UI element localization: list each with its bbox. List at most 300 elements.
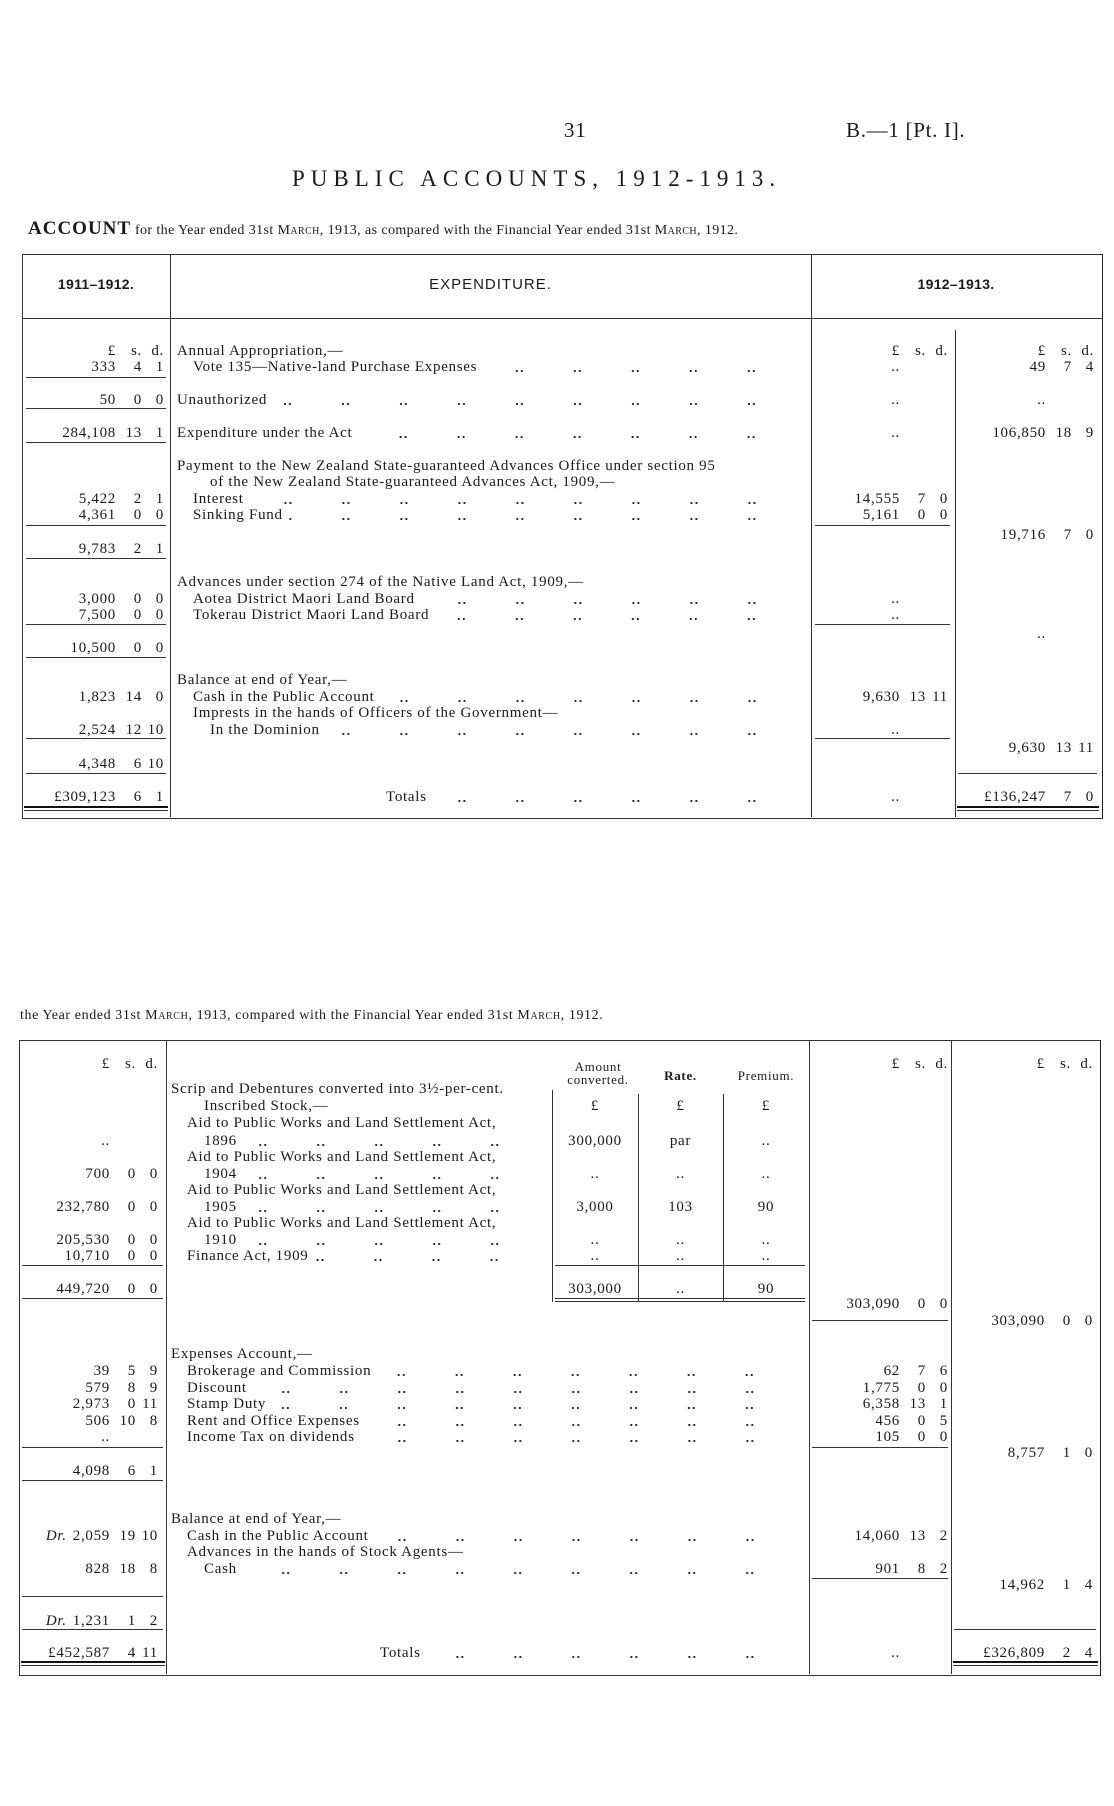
- amount-s: 0: [917, 1296, 926, 1312]
- amount-d: 2: [939, 1528, 948, 1544]
- dot-leader: [314, 1258, 548, 1262]
- amount-s: 0: [133, 507, 142, 523]
- amount-d: 10: [147, 722, 164, 738]
- amount-s: 7: [1063, 359, 1072, 375]
- double-rule: [957, 810, 1099, 811]
- rate-value: ..: [676, 1281, 685, 1297]
- rate-value: ..: [676, 1232, 685, 1248]
- current-detail-amount: [814, 491, 948, 508]
- rule: [26, 525, 166, 526]
- description-text: Vote 135—Native-land Purchase Expenses: [193, 359, 478, 375]
- table-row: [0, 1149, 1114, 1166]
- table-row: [0, 1248, 1114, 1265]
- amount-p: ..: [891, 359, 900, 375]
- table-row: [0, 1215, 1114, 1232]
- amount-s: 6: [133, 789, 142, 805]
- row-description: [193, 705, 805, 722]
- description-text: Expenses Account,—: [171, 1346, 313, 1362]
- amount-p: £: [1036, 1056, 1045, 1072]
- table-row: [0, 1429, 1114, 1446]
- premium-value: ..: [761, 1232, 771, 1248]
- rule: [555, 1298, 805, 1299]
- prev-year-amount: [22, 1429, 158, 1446]
- amount-p: £: [891, 1056, 900, 1072]
- rule: [26, 558, 166, 559]
- amount-p: 303,090: [846, 1296, 900, 1312]
- amount-s: 1: [1062, 1577, 1071, 1593]
- row-description: [187, 1363, 803, 1380]
- amount-d: 9: [1085, 425, 1094, 441]
- premium-value: 90: [757, 1281, 775, 1297]
- amount-p: 456: [875, 1413, 900, 1429]
- prev-year-amount: [22, 1396, 158, 1413]
- amount-d: d.: [935, 1056, 948, 1072]
- dot-leader: [272, 1406, 803, 1410]
- dot-leader: [381, 699, 805, 703]
- rate-header: Rate.: [664, 1068, 697, 1083]
- prev-year-amount: [24, 689, 164, 706]
- table-row: [0, 1544, 1114, 1561]
- current-detail-amount: [814, 591, 948, 608]
- rule: [555, 1265, 805, 1266]
- current-total-amount: [954, 1577, 1093, 1594]
- table-row: [0, 789, 1114, 806]
- current-detail-amount: [812, 1645, 948, 1662]
- current-detail-amount: [814, 425, 948, 442]
- row-description: [204, 1166, 548, 1183]
- amount-d: d.: [1081, 343, 1094, 359]
- table-row: [0, 1182, 1114, 1199]
- prev-currency-header: [22, 1056, 158, 1073]
- amount-p: 1,775: [862, 1380, 900, 1396]
- dot-leader: [435, 617, 805, 621]
- amount-d: 0: [155, 507, 164, 523]
- description-text: Imprests in the hands of Officers of the Government—: [193, 705, 559, 721]
- amount-d: 0: [939, 507, 948, 523]
- table-row: [0, 1577, 1114, 1594]
- amount-s: 13: [909, 689, 926, 705]
- current-detail-amount: [812, 1528, 948, 1545]
- table-row: [0, 640, 1114, 657]
- amount-s: 7: [1063, 789, 1072, 805]
- amount-s: 0: [127, 1199, 136, 1215]
- prev-year-amount: [22, 1561, 158, 1578]
- row-description: [177, 425, 805, 442]
- description-text: Totals: [380, 1645, 421, 1661]
- table-row: [0, 1463, 1114, 1480]
- row-description: [187, 1215, 803, 1232]
- amount-p: ..: [891, 607, 900, 623]
- amount-s: 7: [1063, 527, 1072, 543]
- description-text: Scrip and Debentures converted into 3½-per-cent.: [171, 1081, 504, 1097]
- rule: [22, 1265, 163, 1266]
- prev-year-amount: [24, 756, 164, 773]
- description-text: Discount: [187, 1380, 247, 1396]
- premium-value: ..: [761, 1166, 771, 1182]
- dot-leader: [366, 1423, 803, 1427]
- amount-s: 2: [133, 491, 142, 507]
- amount-d: 0: [1085, 789, 1094, 805]
- table-row: [0, 1645, 1114, 1662]
- amount-d: 10: [147, 756, 164, 772]
- amount-p: 9,630: [1008, 740, 1046, 756]
- current-detail-amount: [812, 1396, 948, 1413]
- amount-s: 8: [917, 1561, 926, 1577]
- amount-s: s.: [915, 1056, 926, 1072]
- current-detail-amount: [812, 1380, 948, 1397]
- table-row: [0, 425, 1114, 442]
- double-rule: [953, 1665, 1098, 1666]
- amount-p: ..: [101, 1133, 110, 1149]
- amount-s: 0: [127, 1396, 136, 1412]
- dot-leader: [358, 435, 805, 439]
- amount-p: 1,823: [78, 689, 116, 705]
- column-header-expenditure: EXPENDITURE.: [429, 276, 552, 293]
- rule: [22, 1447, 163, 1448]
- amount-converted-header: Amount converted.: [567, 1059, 629, 1087]
- amount-p: 14,060: [854, 1528, 900, 1544]
- dot-leader: [433, 799, 805, 803]
- description-text: Brokerage and Commission: [187, 1363, 372, 1379]
- dot-leader: [289, 517, 805, 521]
- amount-value: 3,000: [576, 1199, 614, 1215]
- amount-p: 5,161: [862, 507, 900, 523]
- row-description: [193, 507, 805, 524]
- page-title: PUBLIC ACCOUNTS, 1912-1913.: [292, 166, 782, 191]
- current-detail-amount: [812, 1413, 948, 1430]
- amount-p: ..: [891, 789, 900, 805]
- amount-p: 4,348: [78, 756, 116, 772]
- mid-currency-header: [812, 1056, 948, 1073]
- rule: [26, 377, 166, 378]
- rule: [815, 525, 950, 526]
- row-description: [204, 1133, 548, 1150]
- dot-leader: [427, 1655, 803, 1659]
- table-row: [0, 392, 1114, 409]
- amount-d: 1: [149, 1463, 158, 1479]
- account-lead: ACCOUNT: [28, 218, 132, 239]
- description-text: Aotea District Maori Land Board: [193, 591, 415, 607]
- amount-s: 12: [125, 722, 142, 738]
- prev-year-amount: [22, 1528, 158, 1545]
- rule: [26, 408, 166, 409]
- dot-leader: [243, 1242, 548, 1246]
- description-text: 1905: [204, 1199, 237, 1215]
- prev-year-amount: [22, 1166, 158, 1183]
- description-text: Expenditure under the Act: [177, 425, 353, 441]
- amount-value: 300,000: [568, 1133, 622, 1149]
- table-row: [0, 607, 1114, 624]
- table-row: [0, 359, 1114, 376]
- row-description: [193, 591, 805, 608]
- current-detail-amount: [814, 359, 948, 376]
- table-row: [0, 672, 1114, 689]
- amount-d: 0: [1084, 1313, 1093, 1329]
- amount-d: 9: [149, 1380, 158, 1396]
- table-row: [0, 1313, 1114, 1330]
- amount-d: d.: [145, 1056, 158, 1072]
- amount-p: 50: [99, 392, 116, 408]
- description-text: Cash in the Public Account: [193, 689, 375, 705]
- amount-p: 232,780: [56, 1199, 110, 1215]
- table-row: [0, 574, 1114, 591]
- row-description: [187, 1149, 803, 1166]
- amount-p: 2,059: [72, 1528, 110, 1544]
- dot-leader: [421, 601, 805, 605]
- table-row: [0, 756, 1114, 773]
- account-heading: [28, 218, 738, 240]
- amount-s: s.: [1060, 1056, 1071, 1072]
- table-row: [0, 1613, 1114, 1630]
- amount-d: 0: [155, 607, 164, 623]
- amount-d: 0: [939, 1429, 948, 1445]
- prev-year-amount: [22, 1645, 158, 1662]
- rate-value: ..: [676, 1166, 685, 1182]
- row-description: [177, 392, 805, 409]
- table-row: [0, 1346, 1114, 1363]
- description-text: 1904: [204, 1166, 237, 1182]
- amount-s: 4: [133, 359, 142, 375]
- row-description: [171, 1511, 803, 1528]
- amount-d: 0: [149, 1166, 158, 1182]
- amount-d: 1: [939, 1396, 948, 1412]
- current-total-amount: [954, 1313, 1093, 1330]
- prev-year-amount: [22, 1232, 158, 1249]
- row-description: [177, 574, 805, 591]
- amount-s: 7: [917, 1363, 926, 1379]
- table-row: [0, 1232, 1114, 1249]
- row-description: [193, 491, 805, 508]
- amount-pre: Dr.: [45, 1613, 67, 1629]
- amount-s: 6: [133, 756, 142, 772]
- amount-p: 303,090: [991, 1313, 1045, 1329]
- row-description: [187, 1396, 803, 1413]
- amount-s: 10: [119, 1413, 136, 1429]
- amount-p: 49: [1029, 359, 1046, 375]
- amount-d: 1: [155, 541, 164, 557]
- prev-year-amount: [22, 1613, 158, 1630]
- description-text: Aid to Public Works and Land Settlement Act,: [187, 1115, 497, 1131]
- amount-p: 8,757: [1007, 1445, 1045, 1461]
- description-text: Stamp Duty: [187, 1396, 267, 1412]
- amount-s: 0: [133, 640, 142, 656]
- prev-year-amount: [24, 591, 164, 608]
- amount-d: 4: [1084, 1645, 1093, 1661]
- amount-s: s.: [125, 1056, 136, 1072]
- second-heading: [20, 1008, 603, 1024]
- heading-text: March: [654, 223, 698, 238]
- current-detail-amount: [814, 392, 948, 409]
- amount-d: 4: [1085, 359, 1094, 375]
- row-description: [177, 672, 805, 689]
- amount-p: 4,361: [78, 507, 116, 523]
- current-total-amount: [958, 392, 1094, 409]
- amount-p: 9,630: [862, 689, 900, 705]
- prev-year-amount: [22, 1463, 158, 1480]
- amount-p: 901: [875, 1561, 900, 1577]
- table-row: [0, 458, 1114, 475]
- row-description: [177, 458, 805, 475]
- rule: [22, 1629, 163, 1630]
- row-description: [204, 1232, 548, 1249]
- prev-year-amount: [24, 491, 164, 508]
- amount-s: 7: [917, 491, 926, 507]
- amount-d: 0: [1085, 527, 1094, 543]
- current-detail-amount: [814, 689, 948, 706]
- amount-d: 1: [155, 491, 164, 507]
- table-row: [0, 1413, 1114, 1430]
- description-text: Tokerau District Maori Land Board: [193, 607, 430, 623]
- current-total-amount: [958, 343, 1094, 360]
- amount-value: ..: [590, 1232, 600, 1248]
- amount-p: £: [1037, 343, 1046, 359]
- row-description: [171, 1081, 803, 1098]
- heading-text: March: [277, 223, 320, 238]
- amount-s: 2: [133, 541, 142, 557]
- amount-s: 13: [909, 1396, 926, 1412]
- current-total-amount: [958, 359, 1094, 376]
- current-detail-amount: [814, 722, 948, 739]
- double-rule: [24, 806, 168, 808]
- dot-leader: [326, 732, 805, 736]
- amount-s: 0: [127, 1166, 136, 1182]
- amount-d: 0: [155, 591, 164, 607]
- amount-p: 579: [85, 1380, 110, 1396]
- column-header-1911-1912: 1911–1912.: [57, 276, 135, 292]
- description-text: Advances in the hands of Stock Agents—: [187, 1544, 464, 1560]
- row-description: [193, 689, 805, 706]
- current-total-amount: [958, 740, 1094, 757]
- rule: [954, 1629, 1096, 1630]
- amount-p: £452,587: [48, 1645, 110, 1661]
- amount-s: s.: [1061, 343, 1072, 359]
- amount-p: 1,231: [72, 1613, 110, 1629]
- amount-p: 7,500: [78, 607, 116, 623]
- description-text: Inscribed Stock,—: [204, 1098, 329, 1114]
- amount-s: 5: [127, 1363, 136, 1379]
- current-detail-amount: [812, 1296, 948, 1313]
- rate-value: ..: [676, 1248, 685, 1264]
- current-detail-amount: [814, 789, 948, 806]
- description-text: Finance Act, 1909: [187, 1248, 309, 1264]
- amount-p: ..: [1037, 626, 1046, 642]
- column-header-1912-1913: 1912–1913.: [917, 276, 995, 292]
- amount-p: ..: [1037, 392, 1046, 408]
- description-text: Cash: [204, 1561, 237, 1577]
- amount-s: s.: [915, 343, 926, 359]
- row-description: [193, 607, 805, 624]
- amount-p: 506: [85, 1413, 110, 1429]
- amount-s: 13: [909, 1528, 926, 1544]
- current-detail-amount: [814, 607, 948, 624]
- prev-year-amount: [24, 359, 164, 376]
- amount-s: 18: [1055, 425, 1072, 441]
- row-description: [386, 789, 805, 806]
- amount-d: 0: [155, 689, 164, 705]
- dot-leader: [243, 1176, 548, 1180]
- prev-year-amount: [24, 343, 164, 360]
- premium-value: £: [761, 1098, 771, 1114]
- amount-p: ..: [891, 425, 900, 441]
- table-row: [0, 1363, 1114, 1380]
- prev-year-amount: [24, 392, 164, 409]
- rule: [815, 738, 950, 739]
- dot-leader: [377, 1373, 803, 1377]
- amount-p: ..: [891, 392, 900, 408]
- heading-text: for the Year ended 31st: [131, 223, 278, 238]
- rate-value: 103: [668, 1199, 693, 1215]
- premium-value: ..: [761, 1248, 771, 1264]
- amount-d: 4: [1084, 1577, 1093, 1593]
- amount-d: 0: [1084, 1445, 1093, 1461]
- current-detail-amount: [812, 1363, 948, 1380]
- amount-p: 14,555: [854, 491, 900, 507]
- amount-s: 1: [127, 1613, 136, 1629]
- row-description: [187, 1115, 803, 1132]
- dot-leader: [250, 501, 805, 505]
- amount-p: 4,098: [72, 1463, 110, 1479]
- amount-p: 2,524: [78, 722, 116, 738]
- amount-d: 8: [149, 1413, 158, 1429]
- prev-year-amount: [24, 640, 164, 657]
- table-row: [0, 1133, 1114, 1150]
- description-text: Payment to the New Zealand State-guaranteed Advances Office under section 95: [177, 458, 716, 474]
- rule: [555, 1301, 805, 1302]
- dot-leader: [273, 402, 805, 406]
- description-text: In the Dominion: [210, 722, 320, 738]
- description-text: Aid to Public Works and Land Settlement Act,: [187, 1215, 497, 1231]
- amount-p: £: [891, 343, 900, 359]
- description-text: Advances under section 274 of the Native Land Act, 1909,—: [177, 574, 584, 590]
- amount-value: ..: [590, 1248, 600, 1264]
- rate-value: par: [669, 1133, 692, 1149]
- amount-d: 0: [149, 1199, 158, 1215]
- table-row: [0, 343, 1114, 360]
- description-text: Interest: [193, 491, 244, 507]
- rule: [26, 442, 166, 443]
- table-row: [0, 1561, 1114, 1578]
- amount-d: 0: [149, 1232, 158, 1248]
- description-text: of the New Zealand State-guaranteed Advances Act, 1909,—: [210, 474, 616, 490]
- current-total-amount: [958, 425, 1094, 442]
- amount-d: 1: [155, 359, 164, 375]
- amount-s: 0: [133, 392, 142, 408]
- amount-p: £309,123: [54, 789, 116, 805]
- amount-p: 284,108: [62, 425, 116, 441]
- prev-year-amount: [22, 1363, 158, 1380]
- amount-s: 0: [917, 1429, 926, 1445]
- rule: [26, 624, 166, 625]
- description-text: Balance at end of Year,—: [177, 672, 348, 688]
- row-description: [187, 1429, 803, 1446]
- header-divider: [22, 318, 1102, 319]
- amount-s: 13: [125, 425, 142, 441]
- amount-p: ..: [101, 1429, 110, 1445]
- heading-text: the Year ended 31st: [20, 1008, 146, 1023]
- dot-leader: [361, 1439, 803, 1443]
- heading-text: March: [145, 1008, 189, 1023]
- double-rule: [21, 1661, 165, 1663]
- amount-d: 11: [1078, 740, 1094, 756]
- row-description: [187, 1528, 803, 1545]
- amount-d: 2: [939, 1561, 948, 1577]
- amount-s: 0: [133, 607, 142, 623]
- amount-d: 11: [932, 689, 948, 705]
- rate-value: £: [676, 1098, 685, 1114]
- amount-d: 0: [155, 640, 164, 656]
- amount-d: 1: [155, 789, 164, 805]
- amount-d: d.: [935, 343, 948, 359]
